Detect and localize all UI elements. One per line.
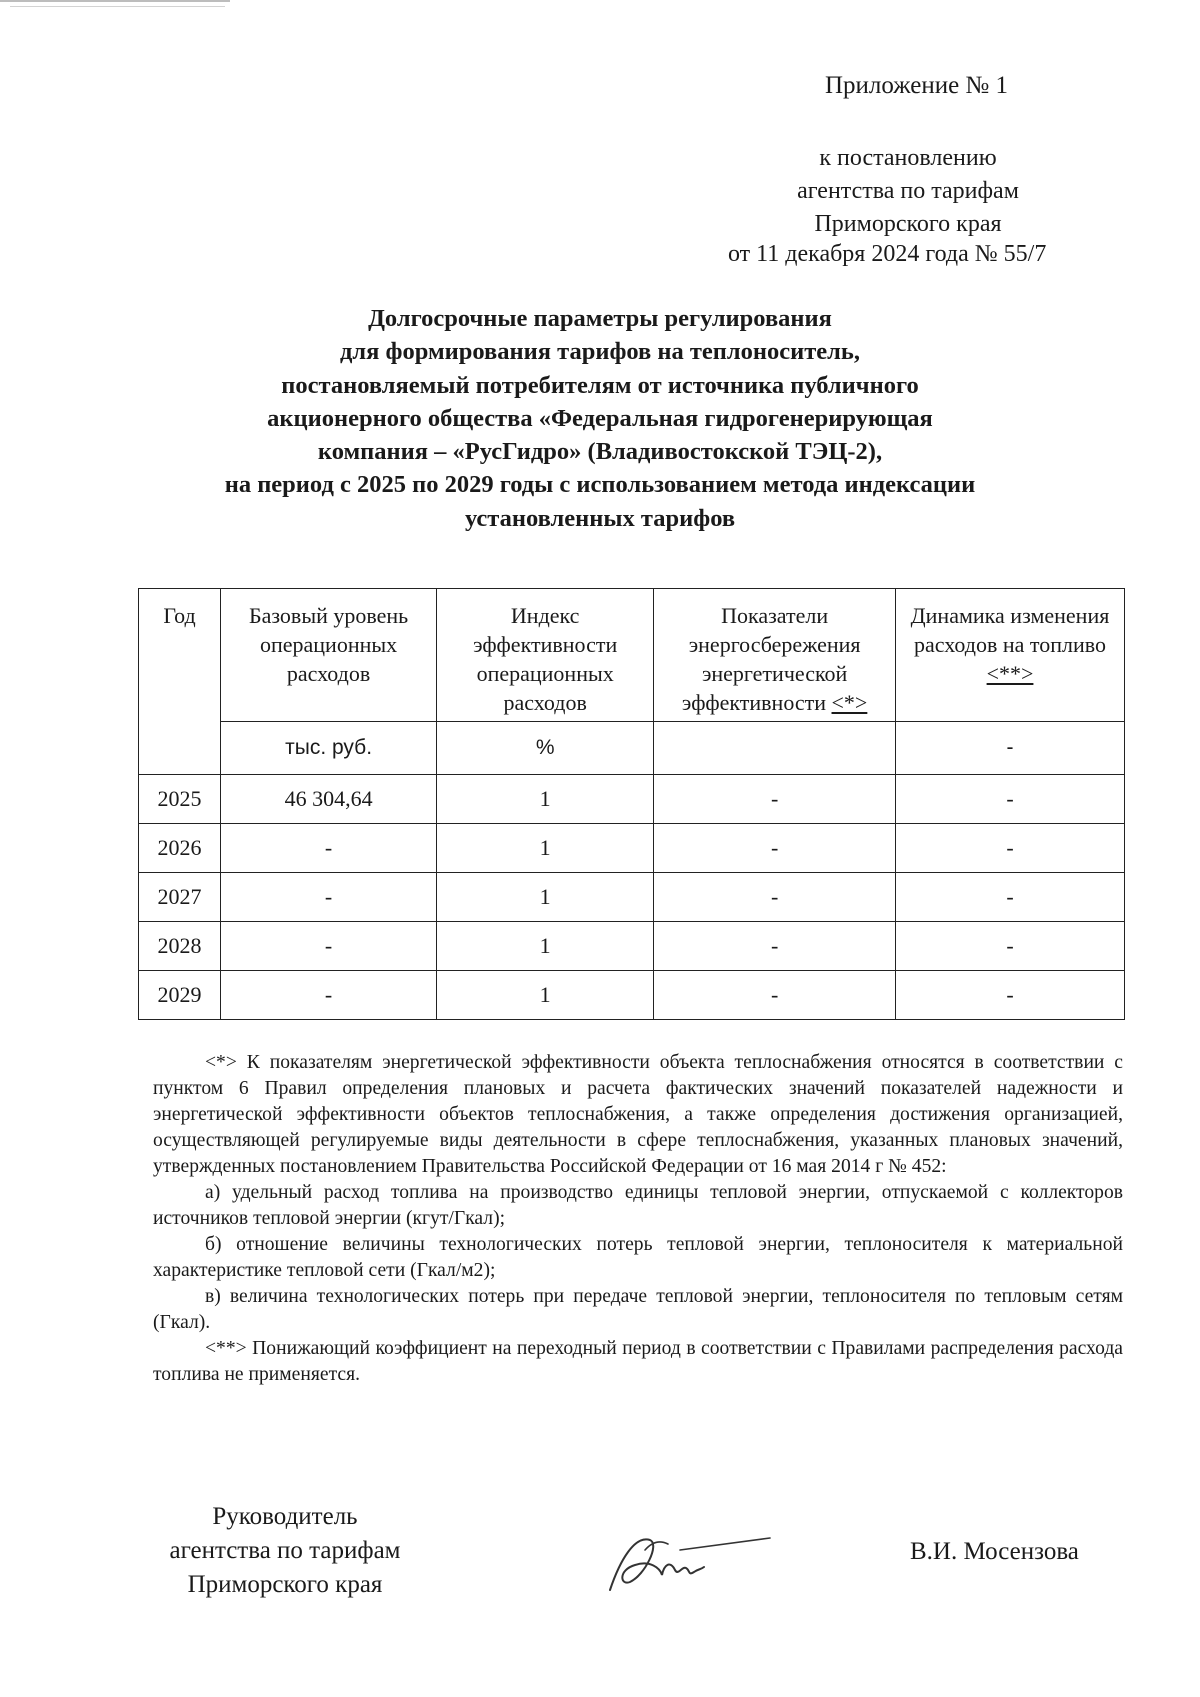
footnote-item-a: а) удельный расход топлива на производство единицы тепловой энергии, отпускаемой с коллекторов источников тепловой энергии (кгут/Гкал); bbox=[153, 1182, 1123, 1229]
title-line: постановляемый потребителям от источника публичного bbox=[281, 371, 919, 399]
title-line: для формирования тарифов на теплоноситель, bbox=[339, 338, 860, 366]
cell-base: - bbox=[221, 971, 437, 1020]
table-header-row bbox=[139, 589, 1125, 722]
decree-reference bbox=[728, 142, 1088, 241]
handwritten-signature bbox=[590, 1520, 790, 1600]
title-line: компания – «РусГидро» (Владивостокской ТЭЦ-2), bbox=[317, 438, 883, 466]
cell-year: 2027 bbox=[139, 873, 221, 922]
cell-year: 2029 bbox=[139, 971, 221, 1020]
appendix-label: Приложение № 1 bbox=[825, 72, 1009, 99]
table-row bbox=[139, 873, 1125, 922]
parameters-table bbox=[138, 588, 1125, 1020]
cell-index: 1 bbox=[437, 971, 654, 1020]
title-line: на период с 2025 по 2029 годы с использованием метода индексации bbox=[224, 471, 976, 499]
table-row bbox=[139, 971, 1125, 1020]
footnote-fuel: <**> Понижающий коэффициент на переходный период в соответствии с Правилами распределения расхода топлива не применяется. bbox=[153, 1338, 1123, 1385]
cell-fuel: - bbox=[896, 873, 1125, 922]
unit-energy bbox=[654, 722, 896, 775]
table-row bbox=[139, 824, 1125, 873]
decree-line: агентства по тарифам bbox=[797, 178, 1019, 204]
table-row bbox=[139, 775, 1125, 824]
position-line: Приморского края bbox=[187, 1571, 383, 1598]
cell-index: 1 bbox=[437, 873, 654, 922]
header-efficiency-index: Индекс эффективности операционных расходов bbox=[437, 589, 654, 722]
cell-index: 1 bbox=[437, 922, 654, 971]
header-base-level: Базовый уровень операционных расходов bbox=[221, 589, 437, 722]
cell-fuel: - bbox=[896, 824, 1125, 873]
cell-base: - bbox=[221, 873, 437, 922]
cell-index: 1 bbox=[437, 775, 654, 824]
cell-energy: - bbox=[654, 922, 896, 971]
units-row bbox=[139, 722, 1125, 775]
title-line: Долгосрочные параметры регулирования bbox=[368, 305, 832, 332]
footnotes bbox=[153, 1050, 1123, 1388]
cell-energy: - bbox=[654, 824, 896, 873]
cell-fuel: - bbox=[896, 922, 1125, 971]
unit-index: % bbox=[437, 722, 654, 775]
position-line: Руководитель bbox=[212, 1503, 358, 1530]
cell-index: 1 bbox=[437, 824, 654, 873]
cell-base: - bbox=[221, 824, 437, 873]
header-energy-indicators bbox=[654, 589, 896, 722]
footnote-item-c: в) величина технологических потерь при передаче тепловой энергии, теплоносителя по тепловым сетям (Гкал). bbox=[153, 1286, 1123, 1333]
decree-line: Приморского края bbox=[814, 211, 1002, 237]
cell-year: 2026 bbox=[139, 824, 221, 873]
cell-energy: - bbox=[654, 971, 896, 1020]
cell-fuel: - bbox=[896, 775, 1125, 824]
decree-line: к постановлению bbox=[819, 145, 997, 171]
footnote-ref-fuel: <**> bbox=[986, 661, 1034, 686]
header-energy-text: Показатели энергосбережения энергетической эффективности bbox=[681, 603, 861, 715]
unit-fuel: - bbox=[896, 722, 1125, 775]
header-fuel-text: Динамика изменения расходов на топливо bbox=[910, 603, 1110, 657]
cell-year: 2028 bbox=[139, 922, 221, 971]
decree-date: от 11 декабря 2024 года № 55/7 bbox=[728, 241, 1047, 267]
cell-year: 2025 bbox=[139, 775, 221, 824]
cell-energy: - bbox=[654, 775, 896, 824]
cell-base: - bbox=[221, 922, 437, 971]
title-line: акционерного общества «Федеральная гидрогенерирующая bbox=[267, 404, 933, 432]
footnote-energy: <*> К показателям энергетической эффективности объекта теплоснабжения относятся в соответствии с пунктом 6 Правил определения плановых и расчета фактических значений показателей надежности и энергетической эффективности объектов теплоснабжения, а также определения достижения организацией, осуществляющей регулируемые виды деятельности в сфере теплоснабжения, указанных плановых значений, утвержденных постановлением Правительства Российской Федерации от 16 мая 2014 г № 452: bbox=[153, 1052, 1123, 1177]
header-fuel-dynamics bbox=[896, 589, 1125, 722]
document-title bbox=[150, 302, 1050, 535]
signatory-position bbox=[150, 1500, 420, 1602]
table-row bbox=[139, 922, 1125, 971]
header-year: Год bbox=[139, 589, 221, 775]
footnote-ref-energy: <*> bbox=[831, 690, 868, 715]
position-line: агентства по тарифам bbox=[169, 1537, 401, 1564]
footnote-item-b: б) отношение величины технологических потерь тепловой энергии, теплоносителя к материальной характеристике тепловой сети (Гкал/м2); bbox=[153, 1234, 1123, 1281]
title-line: установленных тарифов bbox=[464, 504, 736, 532]
cell-energy: - bbox=[654, 873, 896, 922]
cell-base: 46 304,64 bbox=[221, 775, 437, 824]
unit-base: тыс. руб. bbox=[221, 722, 437, 775]
cell-fuel: - bbox=[896, 971, 1125, 1020]
scan-edge-line-secondary bbox=[10, 6, 225, 7]
scan-edge-line bbox=[0, 0, 230, 2]
signatory-name: В.И. Мосензова bbox=[910, 1538, 1079, 1565]
